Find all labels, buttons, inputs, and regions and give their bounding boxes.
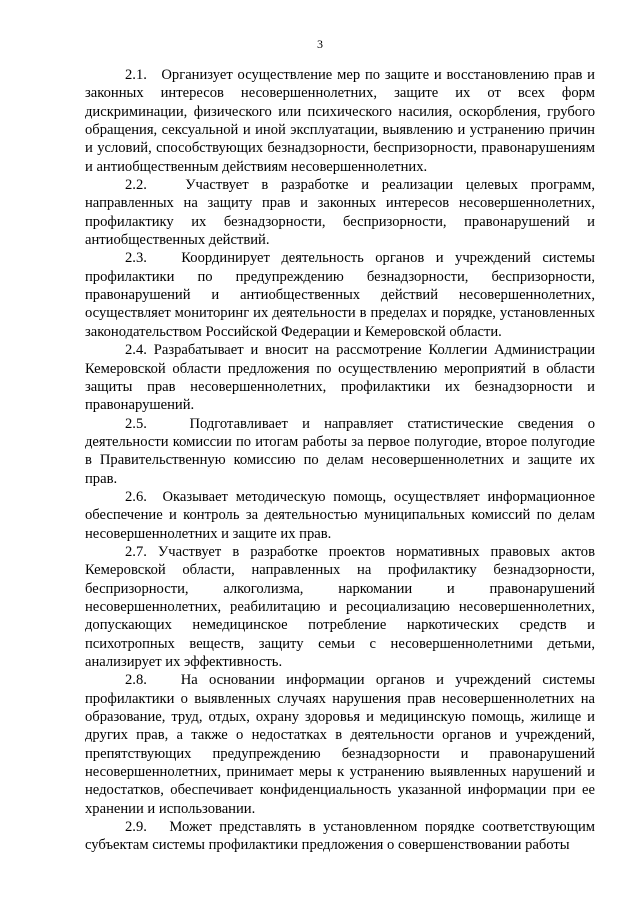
paragraph-2-6: 2.6. Оказывает методическую помощь, осуществляет информационное обеспечение и контроль за деятельностью муниципальных комиссий по делам несовершеннолетних и защите их прав. [85,488,595,542]
document-body [85,66,595,855]
paragraph-2-3: 2.3. Координирует деятельность органов и учреждений системы профилактики по предупреждению безнадзорности, беспризорности, правонарушений и антиобщественных действий несовершеннолетних, осуществляет мониторинг их деятельности в пределах и порядке, установленных законодательством Российской Федерации и Кемеровской области. [85,250,595,340]
paragraph-2-1: 2.1. Организует осуществление мер по защите и восстановлению прав и законных интересов несовершеннолетних, защите их от всех форм дискриминации, физического или психического насилия, оскорбления, грубого обращения, сексуальной и иной эксплуатации, выявлению и устранению причин и условий, способствующих безнадзорности, беспризорности, правонарушениям и антиобщественным действиям несовершеннолетних. [85,67,595,175]
paragraph-2-9: 2.9. Может представлять в установленном порядке соответствующим субъектам системы профилактики предложения о совершенствовании работы [85,819,595,854]
paragraph-2-8: 2.8. На основании информации органов и учреждений системы профилактики о выявленных случаях нарушения прав несовершеннолетних на образование, труд, отдых, охрану здоровья и медицинскую помощь, жилище и других прав, а также о недостатках в деятельности органов и учреждений, препятствующих предупреждению безнадзорности и правонарушений несовершеннолетних, принимает меры к устранению выявленных нарушений и недостатков, обеспечивает конфиденциальность указанной информации при ее хранении и использовании. [85,672,595,817]
paragraph-2-5: 2.5. Подготавливает и направляет статистические сведения о деятельности комиссии по итогам работы за первое полугодие, второе полугодие в Правительственную комиссию по делам несовершеннолетних и защите их прав. [85,415,595,487]
paragraph-2-2: 2.2. Участвует в разработке и реализации целевых программ, направленных на защиту прав и законных интересов несовершеннолетних, профилактику их безнадзорности, беспризорности, правонарушений и антиобщественных действий. [85,177,595,249]
paragraph-2-7: 2.7. Участвует в разработке проектов нормативных правовых актов Кемеровской области, направленных на профилактику безнадзорности, беспризорности, алкоголизма, наркомании и правонарушений несовершеннолетних, реабилитацию и ресоциализацию несовершеннолетних, допускающих немедицинское потребление наркотических средств и психотропных веществ, защиту семьи с несовершеннолетними детьми, анализирует их эффективность. [85,543,595,670]
paragraph-2-4: 2.4. Разрабатывает и вносит на рассмотрение Коллегии Администрации Кемеровской области предложения по осуществлению мероприятий в области защиты прав несовершеннолетних, профилактики их безнадзорности и правонарушений. [85,342,595,414]
page-number: 3 [317,37,323,51]
